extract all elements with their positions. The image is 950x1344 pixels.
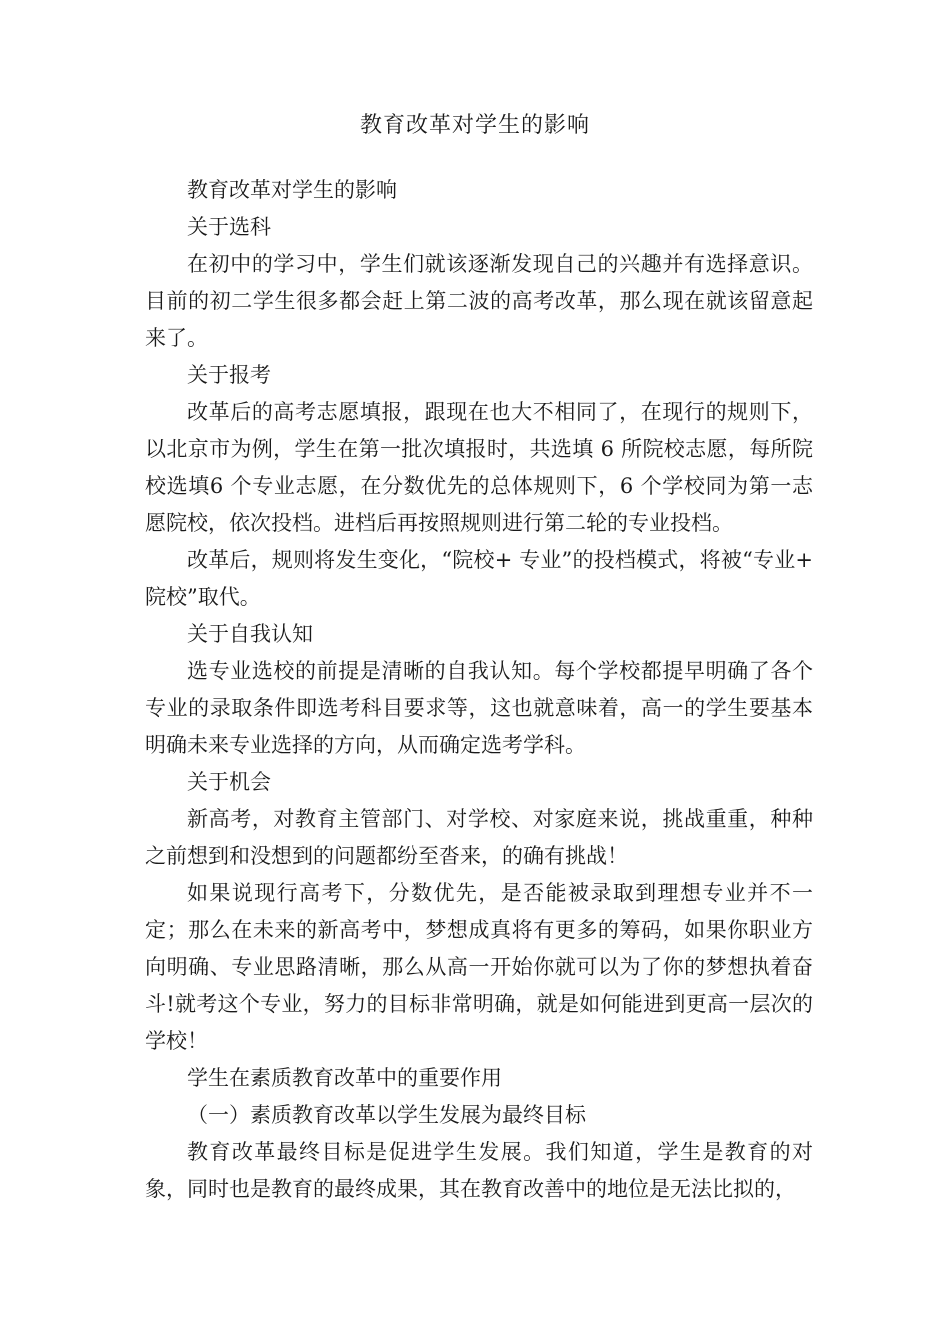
paragraph: 新高考，对教育主管部门、对学校、对家庭来说，挑战重重，种种之前想到和没想到的问题都纷至沓来，的确有挑战！ <box>145 807 813 868</box>
section-heading-application: 关于报考 <box>187 363 271 387</box>
section-heading-student-role: 学生在素质教育改革中的重要作用 <box>187 1066 502 1090</box>
paragraph: 改革后，规则将发生变化，“院校+ 专业”的投档模式，将被“专业+ 院校”取代。 <box>145 548 813 609</box>
subsection-heading: （一）素质教育改革以学生发展为最终目标 <box>187 1103 586 1127</box>
paragraph: 改革后的高考志愿填报，跟现在也大不相同了，在现行的规则下，以北京市为例，学生在第一批次填报时，共选填 6 所院校志愿，每所院校选填6 个专业志愿，在分数优先的总体规则下，6 个学校同为第一志愿院校，依次投档。进档后再按照规则进行第二轮的专业投档。 <box>145 400 813 535</box>
section-heading-subject-selection: 关于选科 <box>187 215 271 239</box>
document-title: 教育改革对学生的影响 <box>359 113 590 138</box>
section-heading-self-awareness: 关于自我认知 <box>187 622 313 646</box>
paragraph: 教育改革最终目标是促进学生发展。我们知道，学生是教育的对象，同时也是教育的最终成果，其在教育改善中的地位是无法比拟的， <box>145 1140 813 1201</box>
paragraph: 选专业选校的前提是清晰的自我认知。每个学校都提早明确了各个专业的录取条件即选考科目要求等，这也就意味着，高一的学生要基本明确未来专业选择的方向，从而确定选考学科。 <box>145 659 813 757</box>
section-heading-opportunity: 关于机会 <box>187 770 271 794</box>
paragraph: 如果说现行高考下，分数优先，是否能被录取到理想专业并不一定；那么在未来的新高考中，梦想成真将有更多的筹码，如果你职业方向明确、专业思路清晰，那么从高一开始你就可以为了你的梦想执着奋斗!就考这个专业，努力的目标非常明确，就是如何能进到更高一层次的学校！ <box>145 881 813 1053</box>
document-body <box>145 172 813 1208</box>
paragraph-heading-repeat: 教育改革对学生的影响 <box>187 178 397 202</box>
paragraph: 在初中的学习中，学生们就该逐渐发现自己的兴趣并有选择意识。目前的初二学生很多都会赶上第二波的高考改革，那么现在就该留意起来了。 <box>145 252 813 350</box>
